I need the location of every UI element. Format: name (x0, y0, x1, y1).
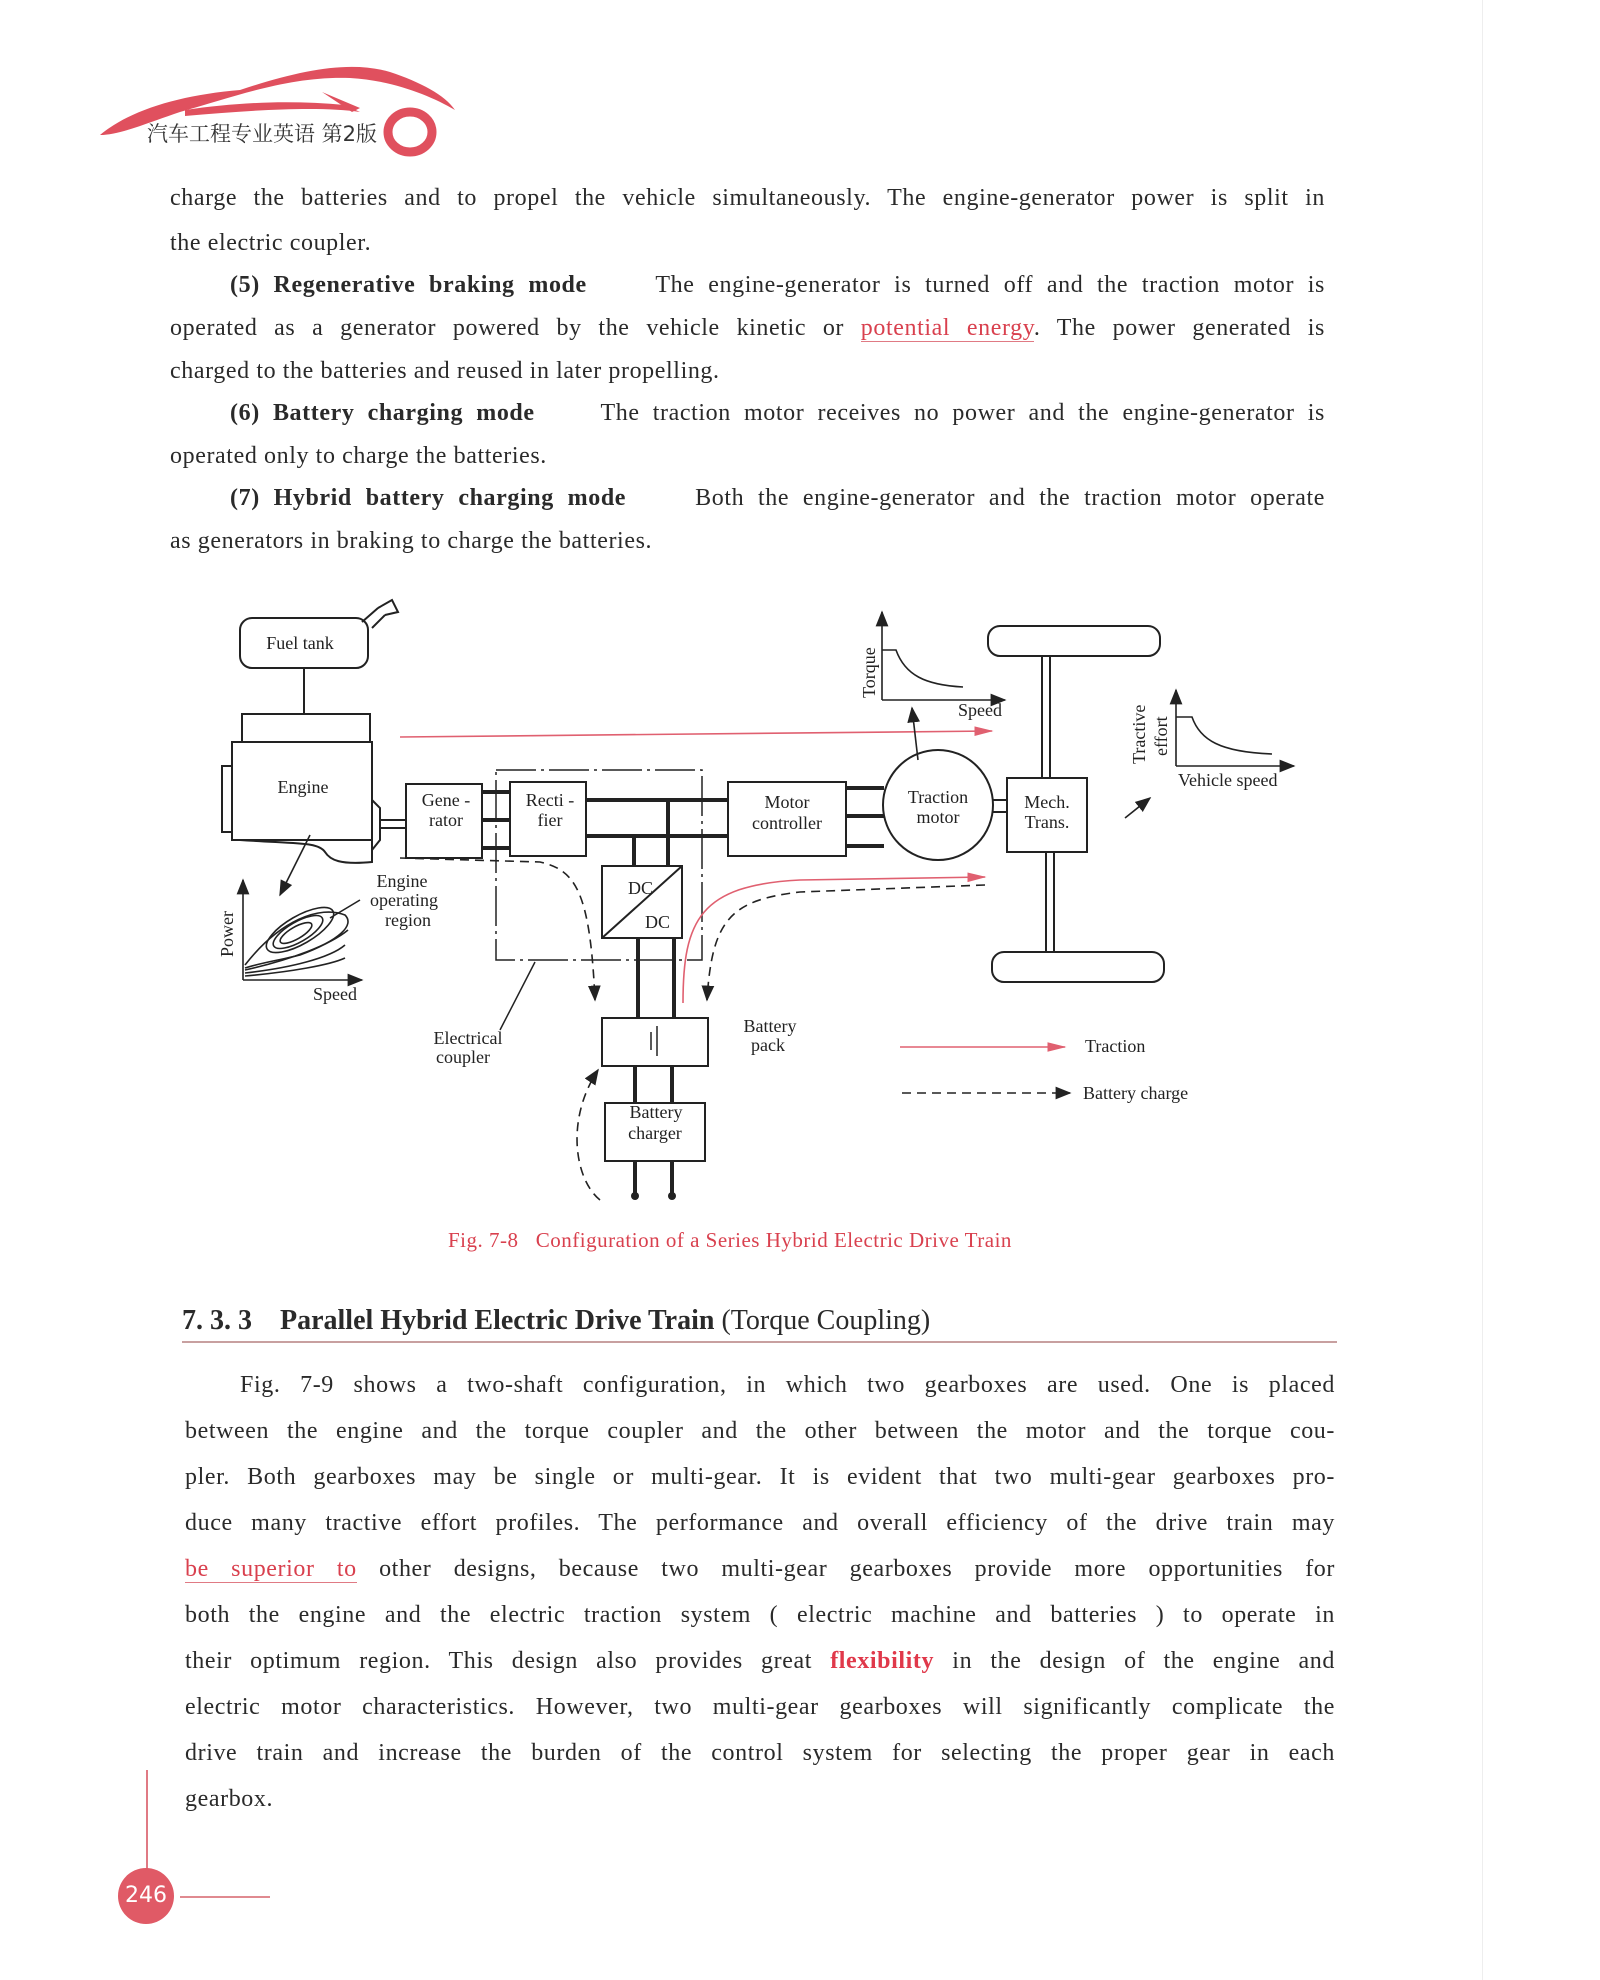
mode7-line2: as generators in braking to charge the batteries. (170, 528, 653, 554)
mode6-label: (6) Battery charging mode (230, 400, 535, 426)
paragraph-line: drive train and increase the burden of the control system for selecting the proper gear in each (185, 1740, 1335, 1766)
paragraph-line: duce many tractive effort profiles. The performance and overall efficiency of the drive train may (185, 1510, 1335, 1536)
battery-pack-box (602, 1018, 708, 1066)
book-title: 汽车工程专业英语 第2版 (147, 122, 378, 146)
label-motor-controller: Motor (764, 792, 810, 812)
text-line: charge the batteries and to propel the vehicle simultaneously. The engine-generator power is split in (170, 185, 1325, 211)
label-electrical-coupler: Electrical (433, 1028, 503, 1048)
label-battery-charger: charger (628, 1123, 682, 1143)
paragraph-line: pler. Both gearboxes may be single or multi-gear. It is evident that two multi-gear gearboxes pro- (185, 1464, 1335, 1490)
paragraph-line (185, 1556, 1335, 1583)
mode5-text: operated as a generator powered by the vehicle kinetic or (170, 315, 861, 341)
label-battery-pack: Battery (743, 1016, 797, 1036)
paragraph-line: between the engine and the torque coupler and the other between the motor and the torque cou- (185, 1418, 1335, 1444)
mode6-text: The traction motor receives no power and the engine-generator is (600, 400, 1325, 426)
mode5-line3: charged to the batteries and reused in later propelling. (170, 358, 720, 384)
paragraph-text: in the design of the engine and (934, 1648, 1335, 1674)
engine-flange (222, 766, 232, 832)
term-be-superior-to[interactable]: be superior to (185, 1556, 357, 1582)
figure-number: Fig. 7-8 (448, 1228, 519, 1252)
paragraph-line: Fig. 7-9 shows a two-shaft configuration, in which two gearboxes are used. One is placed (240, 1372, 1335, 1398)
charger-plug-pin (668, 1192, 676, 1200)
front-wheel (988, 626, 1160, 656)
label-rectifier: Recti - (525, 790, 575, 810)
section-underline (182, 1341, 1337, 1343)
mech-shafts (993, 800, 1007, 812)
label-traction-motor: motor (916, 807, 960, 827)
axis-power: Power (217, 911, 237, 957)
axis-speed-motor: Speed (958, 700, 1002, 720)
legend-battery-charge-label: Battery charge (1083, 1083, 1189, 1103)
footer-horizontal-rule (180, 1896, 270, 1898)
section-heading (182, 1305, 930, 1337)
text-line: the electric coupler. (170, 230, 372, 256)
label-dc-bottom: DC (645, 912, 671, 932)
page-number: 246 (118, 1868, 174, 1924)
label-dc-top: DC (628, 878, 654, 898)
legend-traction-label: Traction (1085, 1036, 1146, 1056)
axis-tractive-effort: effort (1151, 716, 1171, 756)
section-title: Parallel Hybrid Electric Drive Train (280, 1305, 715, 1336)
label-traction-motor: Traction (907, 787, 969, 807)
rear-wheel (992, 952, 1164, 982)
engine-map-chart (243, 835, 362, 980)
axis-vehicle-speed: Vehicle speed (1178, 770, 1278, 790)
mode7-label: (7) Hybrid battery charging mode (230, 485, 627, 511)
mode5-text: The engine-generator is turned off and the traction motor is (655, 272, 1325, 298)
paragraph-line: both the engine and the electric traction system ( electric machine and batteries ) to operate in (185, 1602, 1335, 1628)
label-battery-pack: pack (751, 1035, 785, 1055)
motor-torque-chart (882, 612, 1005, 760)
paragraph-text: other designs, because two multi-gear gearboxes provide more opportunities for (356, 1556, 1335, 1582)
section-subtitle: (Torque Coupling) (721, 1305, 931, 1336)
traction-flow-engine (400, 731, 992, 737)
mode6-line2: operated only to charge the batteries. (170, 443, 547, 469)
charger-plug-pin (631, 1192, 639, 1200)
term-flexibility[interactable]: flexibility (830, 1648, 935, 1674)
label-engine: Engine (277, 777, 329, 797)
axis-speed-engine: Speed (313, 984, 357, 1004)
figure-title: Configuration of a Series Hybrid Electric Drive Train (535, 1228, 1012, 1252)
figure-caption (448, 1228, 1012, 1253)
term-potential-energy[interactable]: potential energy (860, 315, 1034, 341)
label-battery-charger: Battery (629, 1102, 683, 1122)
label-engine-region: Engine (376, 871, 428, 891)
coupler-leader-line (500, 962, 535, 1030)
engine-output-flange (372, 800, 380, 850)
paragraph-line: electric motor characteristics. However, two multi-gear gearboxes will significantly complicate the (185, 1694, 1335, 1720)
paragraph-line: gearbox. (185, 1786, 274, 1812)
label-fuel-tank: Fuel tank (266, 633, 334, 653)
label-electrical-coupler: coupler (436, 1047, 490, 1067)
axis-torque: Torque (859, 647, 879, 698)
mode5-label: (5) Regenerative braking mode (230, 272, 587, 298)
mode7-text: Both the engine-generator and the traction motor operate (695, 485, 1326, 511)
axis-tractive-effort: Tractive (1129, 704, 1149, 764)
label-engine-region: operating (370, 890, 438, 910)
charge-flow-grid (577, 1070, 600, 1200)
label-rectifier: fier (537, 810, 563, 830)
charge-flow-regenerative (707, 885, 985, 1000)
mode5-text: . The power generated is (1033, 315, 1325, 341)
section-number: 7. 3. 3 (182, 1305, 252, 1336)
traction-flow-battery (683, 877, 985, 1003)
paragraph-line (185, 1648, 1335, 1675)
label-generator: Gene - (421, 790, 471, 810)
label-generator: rator (429, 810, 463, 830)
label-motor-controller: controller (752, 813, 822, 833)
footer-vertical-rule (146, 1770, 148, 1870)
engine-body (232, 742, 372, 863)
label-engine-region: region (385, 910, 431, 930)
paragraph-text: their optimum region. This design also provides great (185, 1648, 831, 1674)
label-mech-trans: Mech. (1024, 792, 1070, 812)
label-mech-trans: Trans. (1024, 812, 1070, 832)
engine-head (242, 714, 370, 742)
